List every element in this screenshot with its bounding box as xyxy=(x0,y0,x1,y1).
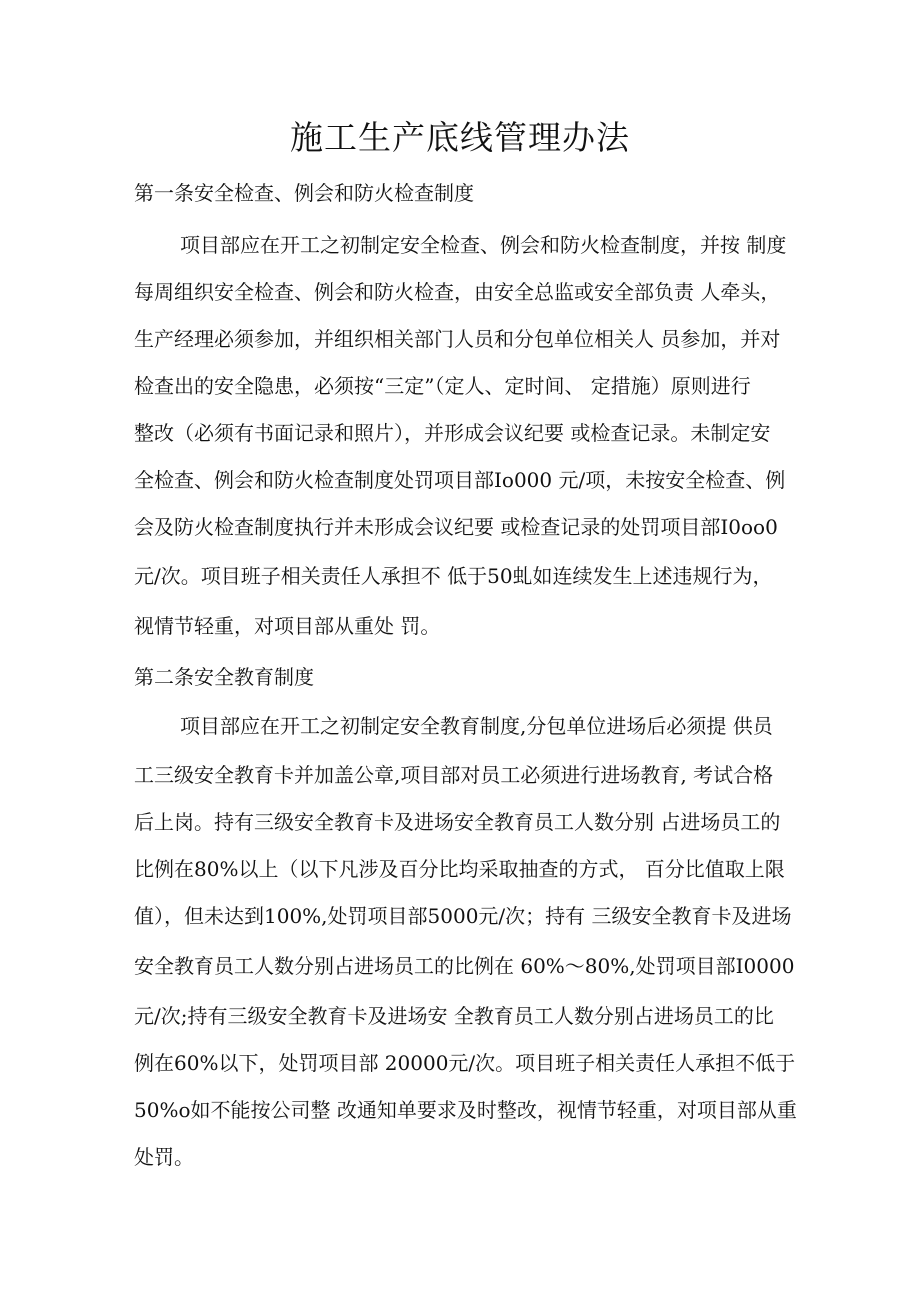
section-2-line: 处罚。 xyxy=(134,1145,194,1169)
section-2-line: 工三级安全教育卡并加盖公章,项目部对员工必须进行进场教育, 考试合格 xyxy=(134,763,774,787)
section-2-line: 值），但未达到100%,处罚项目部5000元/次；持有 三级安全教育卡及进场 xyxy=(134,904,792,928)
section-1-line: 生产经理必须参加，并组织相关部门人员和分包单位相关人 员参加，并对 xyxy=(134,327,781,351)
section-2-line: 元/次;持有三级安全教育卡及进场安 全教育员工人数分别占进场员工的比 xyxy=(134,1004,774,1028)
section-1-line: 全检查、例会和防火检查制度处罚项目部Io000 元/项，未按安全检查、例 xyxy=(134,468,786,492)
section-2-line: 后上岗。持有三级安全教育卡及进场安全教育员工人数分别 占进场员工的 xyxy=(134,810,781,834)
section-1-line: 会及防火检查制度执行并未形成会议纪要 或检查记录的处罚项目部I0oo0 xyxy=(134,515,778,539)
section-2-heading: 第二条安全教育制度 xyxy=(134,665,314,689)
section-1-line: 整改（必须有书面记录和照片），并形成会议纪要 或检查记录。未制定安 xyxy=(134,421,771,445)
section-2-line: 比例在80%以上（以下凡涉及百分比均采取抽查的方式， 百分比值取上限 xyxy=(134,857,785,881)
document-title: 施工生产底线管理办法 xyxy=(290,118,630,157)
section-1-line: 元/次。项目班子相关责任人承担不 低于50虬如连续发生上述违规行为， xyxy=(134,564,773,588)
section-2-line: 50%o如不能按公司整 改通知单要求及时整改，视情节轻重，对项目部从重 xyxy=(134,1098,797,1122)
section-1-line: 视情节轻重，对项目部从重处 罚。 xyxy=(134,614,441,638)
section-2-line: 例在60%以下，处罚项目部 20000元/次。项目班子相关责任人承担不低于 xyxy=(134,1051,796,1075)
section-1-heading: 第一条安全检查、例会和防火检查制度 xyxy=(134,181,474,205)
section-1-line: 检查出的安全隐患，必须按“三定”（定人、定时间、 定措施）原则进行 xyxy=(134,374,751,398)
section-1-line: 每周组织安全检查、例会和防火检查，由安全总监或安全部负责 人牵头， xyxy=(134,280,781,304)
section-2-line: 安全教育员工人数分别占进场员工的比例在 60%～80%,处罚项目部I0000 xyxy=(134,954,795,978)
section-2-line: 项目部应在开工之初制定安全教育制度,分包单位进场后必须提 供员 xyxy=(180,714,773,738)
section-1-line: 项目部应在开工之初制定安全检查、例会和防火检查制度，并按 制度 xyxy=(180,233,787,257)
